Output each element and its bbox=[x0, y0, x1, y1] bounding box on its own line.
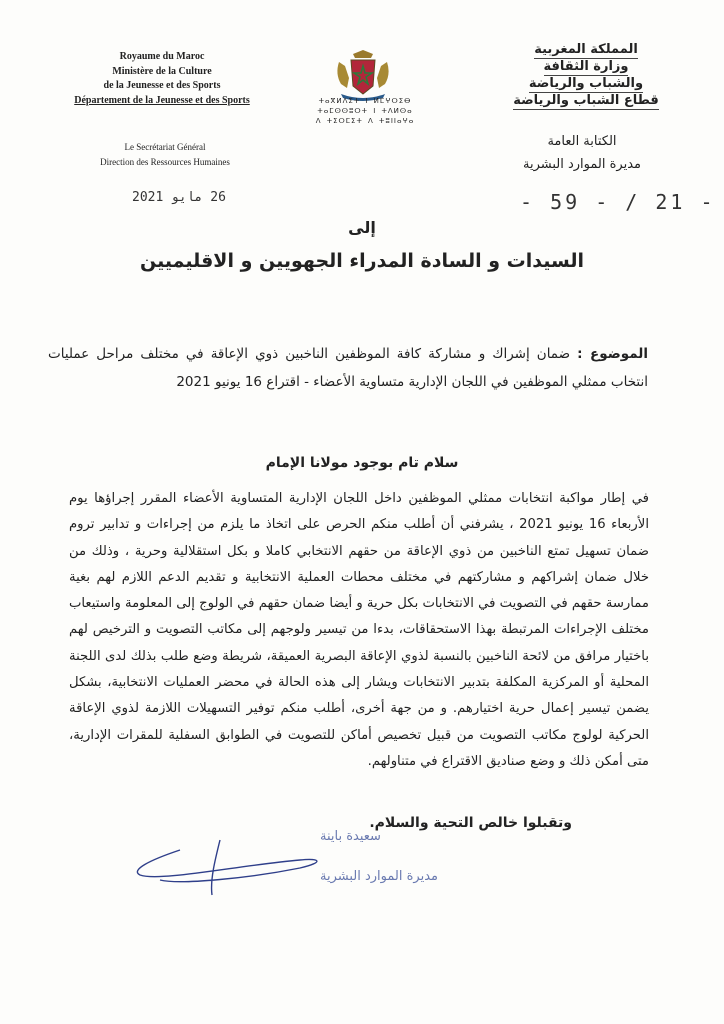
header-ar-sector: قطاع الشباب والرياضة bbox=[513, 93, 659, 108]
header-fr-kingdom: Royaume du Maroc bbox=[119, 51, 205, 62]
header-arabic-sub bbox=[482, 130, 682, 176]
header-arabic bbox=[486, 42, 686, 110]
recipient-addressees: السيدات و السادة المدراء الجهويين و الاقليميين bbox=[140, 250, 584, 272]
header-fr-direction: Direction des Ressources Humaines bbox=[100, 157, 230, 167]
tifinagh-line-3: ⴷ ⵜⵉⵔⵎⵉⵜ ⴷ ⵜⵓⵏⵏⴰⵖⴰ bbox=[315, 117, 415, 125]
subject-block bbox=[48, 340, 648, 396]
subject-label: الموضوع : bbox=[577, 346, 648, 362]
header-ar-direction: مديرة الموارد البشرية bbox=[523, 157, 641, 172]
header-fr-department: Département de la Jeunesse et des Sports bbox=[74, 94, 250, 106]
reference-number: - 59 - / 21 - bbox=[520, 190, 716, 214]
header-ar-secretariat: الكتابة العامة bbox=[547, 134, 617, 149]
header-tifinagh bbox=[290, 96, 440, 126]
handwritten-signature-icon bbox=[137, 840, 317, 895]
subject-text: ضمان إشراك و مشاركة كافة الموظفين الناخبين ذوي الإعاقة في مختلف مراحل عمليات انتخاب ممثلي الموظفين في اللجان الإدارية متساوية الأعضاء - اقتراع 16 يونيو 2021 bbox=[48, 346, 648, 390]
greeting: سلام تام بوجود مولانا الإمام bbox=[265, 455, 459, 471]
header-fr-ministry: Ministère de la Culture bbox=[112, 65, 212, 77]
tifinagh-line-2: ⵜⴰⵎⵙⵙⵓⵔⵜ ⵏ ⵜⴷⵍⵙⴰ bbox=[317, 107, 413, 115]
body-paragraph: في إطار مواكبة انتخابات ممثلي الموظفين داخل اللجان الإدارية المتساوية الأعضاء المقرر إجراؤها يوم الأربعاء 16 يونيو 2021 ، يشرفني أن أطلب منكم الحرص على اتخاذ ما يلزم من إجراءات و تدابير تروم ضمان تسهيل تمتع الناخبين من ذوي الإعاقة من حقهم الانتخابي كاملا و بكل استقلالية وحرية ، وذلك من خلال ضمان إشراكهم و مشاركتهم في مختلف محطات العملية الانتخابية و تقديم الدعم اللازم لهم بغية ممارسة حقهم في التصويت في الانتخابات بكل حرية و أيضا ضمان حقهم في الولوج إلى المعلومة واستيعاب مختلف الإجراءات المرتبطة بهذا الاستحقاقات، بدءا من تيسير ولوجهم إلى مكاتب التصويت و الترخيص لهم باختيار مرافق من لائحة الناخبين بالنسبة لذوي الإعاقة البصرية العميقة، شريطة وضع طلب بذلك لدى اللجنة المحلية أو المركزية المكلفة بتدبير الانتخابات ويشار إلى هذه الحالة في محضر العمليات الانتخابية، بشكل يضمن تيسير إعمال حرية اختيارهم. و من جهة أخرى، أطلب منكم توفير التسهيلات اللازمة لذوي الإعاقة الحركية لولوج مكاتب التصويت من قبيل تخصيص أماكن للتصويت في الطوابق السفلية للمقرات الإدارية، متى أمكن ذلك و وضع صناديق الاقتراع في متناولهم. bbox=[69, 491, 649, 769]
header-fr-ministry-2: de la Jeunesse et des Sports bbox=[103, 80, 221, 91]
closing-line: وتقبلوا خالص التحية والسلام. bbox=[369, 815, 572, 831]
header-fr-secretariat: Le Secrétariat Général bbox=[124, 142, 206, 152]
stamp-title-text: مديرة الموارد البشرية bbox=[320, 869, 438, 884]
tifinagh-line-1: ⵜⴰⴳⵍⴷⵉⵜ ⵏ ⵍⵎⵖⵔⵉⴱ bbox=[318, 97, 412, 105]
header-ar-ministry: وزارة الثقافة bbox=[543, 59, 629, 74]
signature-stamp bbox=[120, 820, 438, 940]
header-french bbox=[62, 50, 262, 108]
date-stamp: 26 مايو 2021 bbox=[132, 190, 226, 205]
recipient-to: إلى bbox=[348, 218, 376, 237]
coat-of-arms-icon bbox=[333, 48, 393, 103]
header-ar-kingdom: المملكة المغربية bbox=[534, 42, 638, 57]
stamp-name-text: سعيدة باينة bbox=[320, 829, 381, 844]
header-ar-ministry-2: والشباب والرياضة bbox=[528, 76, 644, 91]
header-french-sub bbox=[65, 140, 265, 170]
